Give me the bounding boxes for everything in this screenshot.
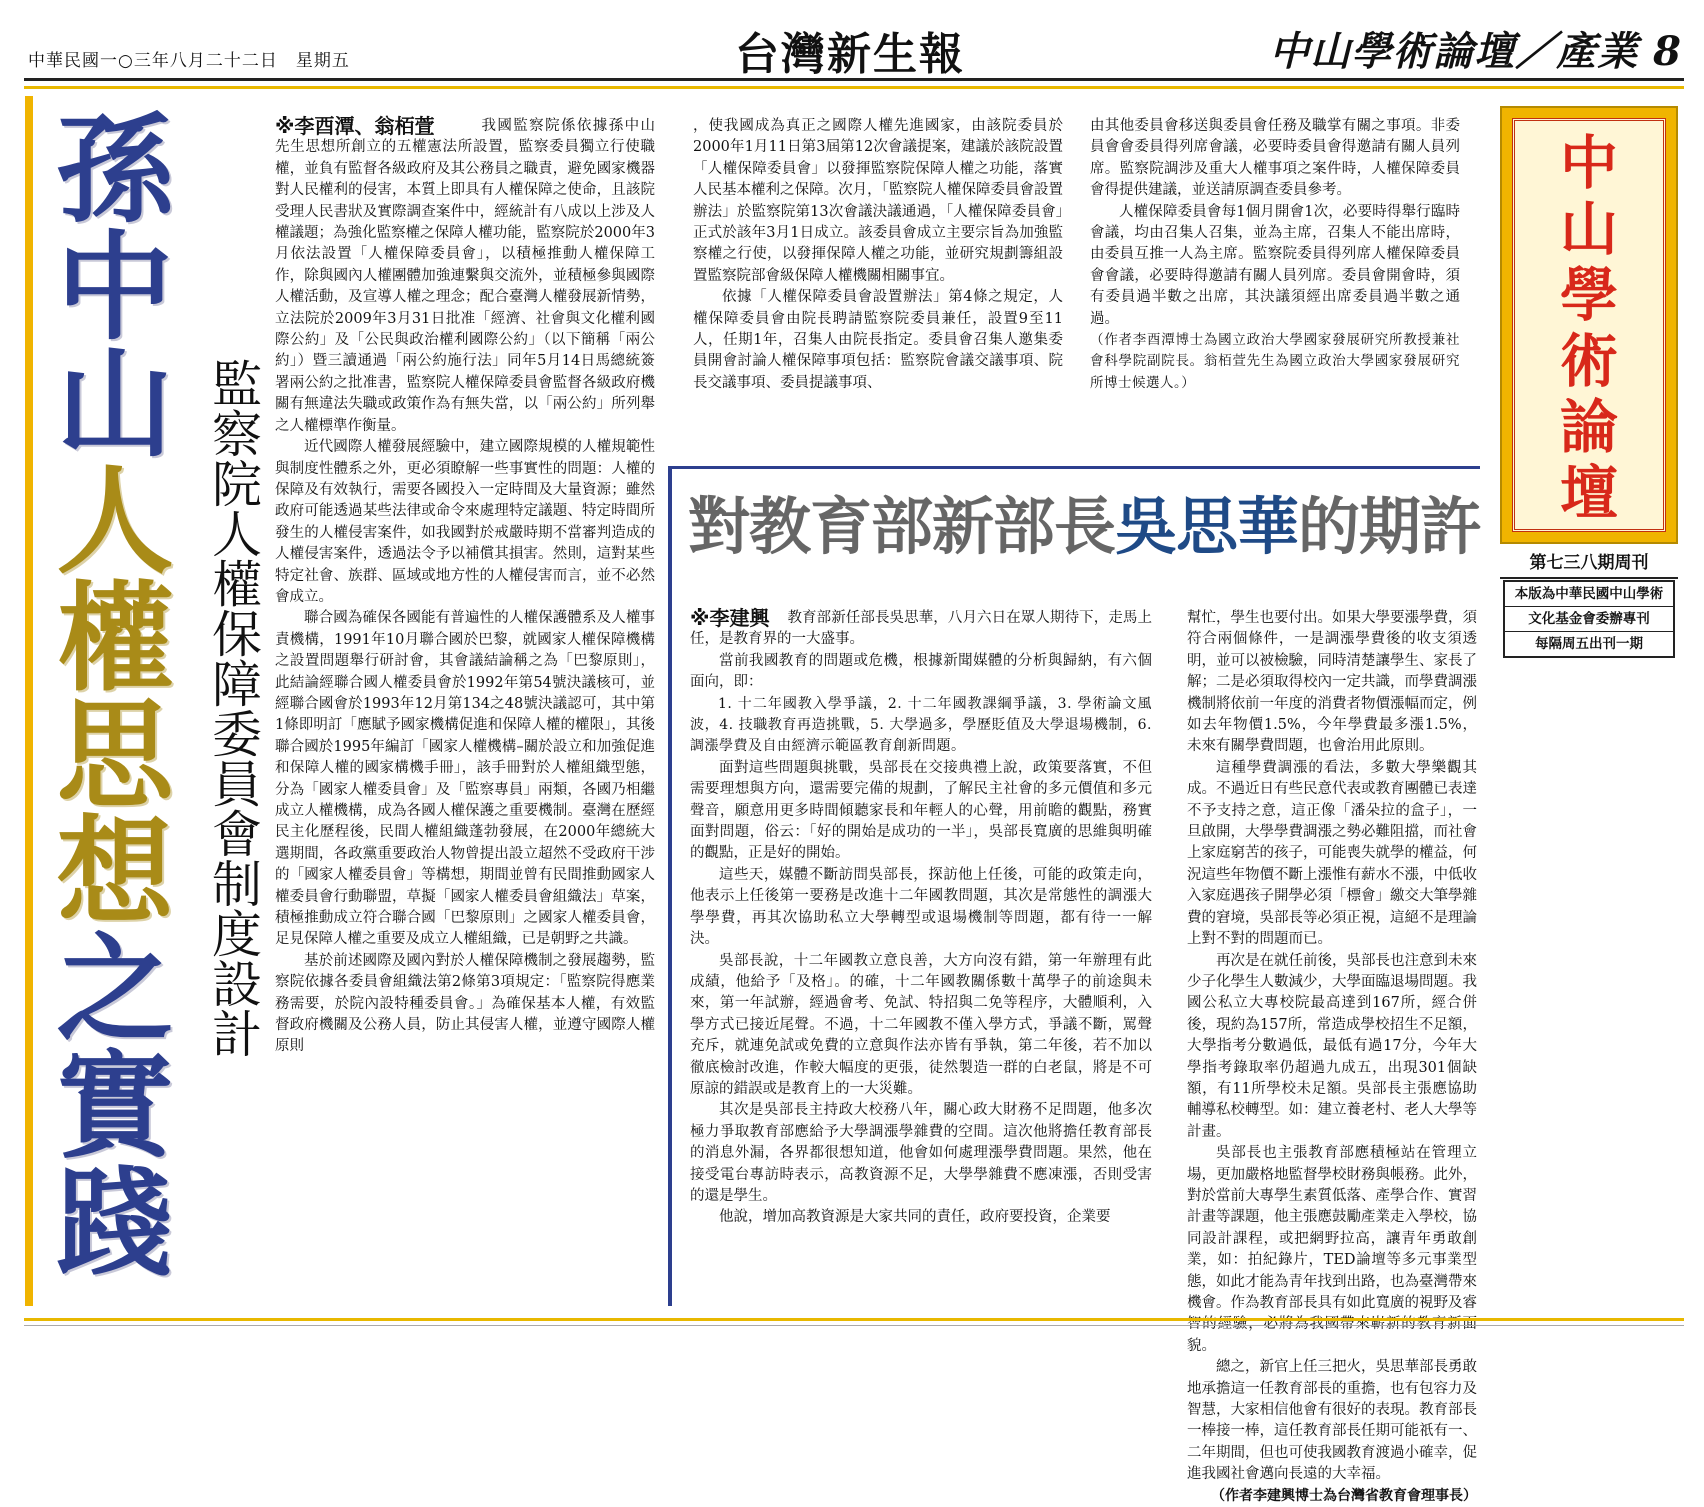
paragraph: 人權保障委員會每1個月開會1次，必要時得舉行臨時會議，均由召集人召集，並為主席，召集人不能出席時，由委員互推一人為主席。監察院委員得列席人權保障委員會會議，必要時得邀請有關人員列席。委員會開會時，須有委員過半數之出席，其決議須經出席委員過半數之通過。 — [1090, 203, 1460, 327]
article1-byline: ※李酉潭、翁栢萱 — [275, 114, 435, 138]
top-rule — [24, 78, 1684, 81]
paragraph: 由其他委員會移送與委員會任務及職掌有關之事項。非委員會會委員得列席會議，必要時委員會得邀請有關人員列席。監察院調涉及重大人權事項之案件時，人權保障委員會得提供建議，並送請原調查委員參考。 — [1090, 118, 1460, 199]
paragraph: 其次是吳部長主持政大校務八年，關心政大財務不足問題，他多次極力爭取教育部應給予大學調漲學雜費的空間。這次他將擔任教育部長的消息外漏，各界都很想知道，他會如何處理漲學費問題。果然，他在接受電台專訪時表示，高教資源不足，大學學雜費不應凍漲，否則受害的還是學生。 — [690, 1102, 1152, 1204]
article2-frame-top — [668, 466, 1480, 469]
paragraph: 吳部長也主張教育部應積極站在管理立場，更加嚴格地監督學校財務與帳務。此外，對於當前大專學生素質低落、產學合作、實習計畫等課題，他主張應鼓勵產業走入學校，協同設計課程，或把網野拉高，讓青年勇敢創業，如：拍紀錄片，TED論壇等多元事業型態，如此才能為青年找到出路，也為臺灣帶來機會。作為教育部長具有如此寬廣的視野及睿智的經驗，必將為我國帶來嶄新的教育新面貌。 — [1187, 1145, 1477, 1354]
headline-char: 實 — [56, 1038, 174, 1175]
title-part: 的期許 — [1298, 490, 1482, 563]
paragraph: 我國監察院係依據孫中山先生思想所創立的五權憲法所設置，監察委員獨立行使職權，並負有監督各級政府及其公務員之職責，避免國家機器對人民權利的侵害，本質上即具有人權保障之使命，且該院受理人民書狀及實際調查案件中，經統計有八成以上涉及人權議題；為強化監察權之保障人權功能，監察院於2000年3月依法設置「人權保障委員會」，以積極推動人權保障工作，除與國內人權團體加強連繫與交流外，並積極參與國際人權活動，及宣導人權之理念；配合臺灣人權發展新情勢，立法院於2009年3月31日批准「經濟、社會與文化權利國際公約」及「公民與政治權利國際公約」（以下簡稱「兩公約」）暨三讀通過「兩公約施行法」同年5月14日馬總統簽署兩公約之批准書，監察院人權保障委員會監督各級政府機關有無違法失職或政策作為有無失當，以「兩公約」所列舉之人權標準作衡量。 — [275, 118, 655, 434]
article1-subtitle: 監察院人權保障委員會制度設計 — [204, 358, 262, 1058]
title-name: 吳思華 — [1115, 490, 1299, 563]
paragraph: 當前我國教育的問題或危機，根據新聞媒體的分析與歸納，有六個面向，即： — [690, 652, 1152, 691]
paragraph: 依據「人權保障委員會設置辦法」第4條之規定，人權保障委員會由院長聘請監察院委員兼任，設置9至11人，任期1年，召集人由院長指定。委員會召集人邀集委員開會討論人權保障事項包括：監察院會議交議事項、院長交議事項、委員提議事項、 — [693, 289, 1063, 391]
headline-char: 之 — [56, 921, 174, 1058]
headline-char: 權 — [56, 570, 174, 707]
paragraph: 這些天，媒體不斷訪問吳部長，探訪他上任後，可能的政策走向，他表示上任後第一要務是改進十二年國教問題，其次是常態性的調漲大學學費，再其次協助私立大學轉型或退場機制等問題，都有待一一解決。 — [690, 866, 1152, 948]
issue-list: 1. 十二年國教入學爭議，2. 十二年國教課綱爭議，3. 學術論文風波，4. 技職教育再造挑戰，5. 大學過多，學歷貶值及大學退場機制，6. 調漲學費及自由經濟示範區教育創新問題。 — [690, 695, 1152, 755]
paragraph: 教育部新任部長吳思華，八月六日在眾人期待下，走馬上任，是教育界的一大盛事。 — [690, 610, 1152, 648]
gold-rule-bottom — [24, 1318, 1684, 1321]
article2-column-d — [690, 608, 1152, 1229]
paragraph: 幫忙，學生也要付出。如果大學要漲學費，須符合兩個條件，一是調漲學費後的收支須透明，並可以被檢驗，同時清楚讓學生、家長了解；二是必須取得校內一定共識，而學費調漲機制將依前一年度的消費者物價漲幅而定，例如去年物價1.5%，今年學費最多漲1.5%，未來有關學費問題，也會治用此原則。 — [1187, 610, 1477, 755]
badge-char: 術 — [1559, 327, 1618, 395]
article2-headline — [688, 490, 1482, 563]
paragraph: 聯合國為確保各國能有普遍性的人權保護體系及人權事責機構，1991年10月聯合國於巴黎，就國家人權保障機構之設置問題舉行研討會，其會議結論稱之為「巴黎原則」，此結論經聯合國人權委員會於1992年第54號決議核可，並經聯合國會於1993年12月第134之48號決議認可，其中第1條即明訂「應賦予國家機構促進和保障人權的權限」，其後聯合國於1995年編訂「國家人權機構–關於設立和加強促進和保障人權的國家構機手冊」，該手冊對於人權組織型態，分為「國家人權委員會」及「監察專員」兩類，各國乃相繼成立人權機構，成為各國人權保護之重要機制。臺灣在歷經民主化歷程後，民間人權組織蓬勃發展，在2000年總統大選期間，各政黨重要政治人物曾提出設立超然不受政府干涉的「國家人權委員會」等構想，期間並曾有民間推動國家人權委員會行動聯盟，草擬「國家人權委員會組織法」草案，積極推動成立符合聯合國「巴黎原則」之國家人權委員會，足見保障人權之重要及成立人權組織，已是朝野之共識。 — [275, 610, 655, 948]
publisher-line: 每隔周五出刊一期 — [1535, 636, 1643, 652]
badge-char: 山 — [1559, 195, 1618, 263]
article1-column-c — [1090, 116, 1460, 394]
bottom-rule — [24, 1325, 1684, 1326]
headline-char: 山 — [56, 336, 174, 473]
author-note: （作者李酉潭博士為國立政治大學國家發展研究所教授兼社會科學院副院長。翁栢萱先生為國立政治大學國家發展研究所博士候選人。） — [1090, 332, 1460, 391]
issue-number: 第七三八期周刊 — [1500, 548, 1678, 579]
paragraph: ，使我國成為真正之國際人權先進國家，由該院委員於2000年1月11日第3屆第12次會議提案，建議於該院設置「人權保障委員會」以發揮監察院保障人權之功能，落實人民基本權利之保障。次月，「監察院人權保障委員會設置辦法」於監察院第13次會議決議通過，「人權保障委員會」正式於該年3月1日成立。該委員會成立主要宗旨為加強監察權之行使，以發揮保障人權之功能，並研究規劃籌組設置監察院部會級保障人權機關相關事宜。 — [693, 118, 1063, 284]
article1-column-b — [693, 116, 1063, 394]
article2-frame-left — [668, 466, 672, 1306]
publisher-box — [1503, 580, 1675, 658]
paragraph: 面對這些問題與挑戰，吳部長在交接典禮上說，政策要落實，不但需要理想與方向，還需要完備的規劃，了解民主社會的多元價值和多元聲音，願意用更多時間傾聽家長和年輕人的心聲，用前瞻的觀點，務實面對問題，俗云：「好的開始是成功的一半」，吳部長寬廣的思維與明確的觀點，正是好的開始。 — [690, 759, 1152, 862]
section-title: 中山學術論壇／產業 8 — [1269, 28, 1682, 75]
column-badge-title — [1512, 130, 1666, 526]
headline-char: 想 — [56, 804, 174, 941]
publisher-line: 本版為中華民國中山學術 — [1505, 582, 1673, 607]
paragraph: 這種學費調漲的看法，多數大學樂觀其成。不過近日有些民意代表或教育團體已表達不予支持之意，這正像「潘朵拉的盒子」，一旦啟開，大學學費調漲之勢必難阻擋，而社會上家庭窮苦的孩子，可能喪失就學的權益，何況這些年物價不斷上漲惟有薪水不漲，中低收入家庭遇孩子開學必須「標會」繳交大筆學雜費的窘境，吳部長等必須正視，這絕不是理論上對不對的問題而已。 — [1187, 759, 1477, 948]
badge-char: 壇 — [1559, 459, 1618, 527]
publisher-line: 文化基金會委辦專刊 — [1505, 607, 1673, 632]
left-gold-bar — [25, 96, 33, 1306]
paragraph: 基於前述國際及國內對於人權保障機制之發展趨勢，監察院依據各委員會組織法第2條第3項規定：「監察院得應業務需要，於院內設特種委員會。」為確保基本人權，有效監督政府機關及公務人員，防止其侵害人權，並遵守國際人權原則 — [275, 952, 655, 1055]
article2-byline: ※李建興 — [690, 606, 770, 630]
gold-rule-top — [24, 86, 1684, 89]
paragraph: 再次是在就任前後，吳部長也注意到未來少子化學生人數減少，大學面臨退場問題。我國公私立大專校院最高達到167所，經合併後，現約為157所，常造成學校招生不足額，大學指考分數過低，最低有過17分，今年大學指考錄取率仍超過九成五，出現301個缺額，有11所學校未足額。吳部長主張應協助輔導私校轉型。如：建立養老村、老人大學等計畫。 — [1187, 952, 1477, 1140]
paragraph: 近代國際人權發展經驗中，建立國際規模的人權規範性與制度性體系之外，更必須瞭解一些事實性的問題：人權的保障及有效執行，需要各國投入一定時間及大量資源；雖然政府可能透過某些法律或命令來處理特定議題、特定時間所發生的人權侵害案件，如我國對於戒嚴時期不當審判造成的人權侵害案件，透過法令予以補償其損害。然則，這對某些特定社會、族群、區域或地方性的人權侵害而言，並不必然會成立。 — [275, 439, 655, 605]
title-part: 對教育部新部長 — [688, 490, 1116, 563]
newspaper-name: 台灣新生報 — [735, 29, 965, 80]
headline-char: 踐 — [56, 1155, 174, 1292]
headline-char: 思 — [56, 687, 174, 824]
paragraph: 總之，新官上任三把火，吳思華部長勇敢地承擔這一任教育部長的重擔，也有包容力及智慧，大家相信他會有很好的表現。教育部長一棒接一棒，這任教育部長任期可能祇有一、二年期間，但也可使我國教育渡過小確幸，促進我國社會邁向長遠的大幸福。 — [1187, 1359, 1477, 1483]
article1-headline — [40, 102, 190, 1292]
paragraph: 吳部長說，十二年國教立意良善，大方向沒有錯，第一年辦理有此成績，他給予「及格」。的確，十二年國教關係數十萬學子的前途與未來，第一年試辦，經過會考、免試、特招與二免等程序，大體順利，入學方式已接近尾聲。不過，十二年國教不僅入學方式，爭議不斷，罵聲充斥，就連免試或免費的立意與作法亦皆有爭執，第二年後，若不加以徹底檢討改進，作較大幅度的更張，徒然製造一群的白老鼠，將是不可原諒的錯誤或是教育上的一大災難。 — [690, 952, 1152, 1097]
badge-char: 論 — [1559, 393, 1618, 461]
headline-char: 孫 — [56, 102, 174, 239]
article2-column-e — [1187, 608, 1477, 1507]
headline-char: 人 — [56, 453, 174, 590]
badge-char: 中 — [1559, 129, 1618, 197]
issue-date: 中華民國一○三年八月二十二日 星期五 — [28, 51, 350, 71]
author-note: （作者李建興博士為台灣省教育會理事長） — [1211, 1487, 1477, 1504]
paragraph: 他說，增加高教資源是大家共同的責任，政府要投資，企業要 — [719, 1209, 1111, 1226]
article1-column-a — [275, 116, 655, 1306]
badge-char: 學 — [1559, 261, 1618, 329]
headline-char: 中 — [56, 219, 174, 356]
